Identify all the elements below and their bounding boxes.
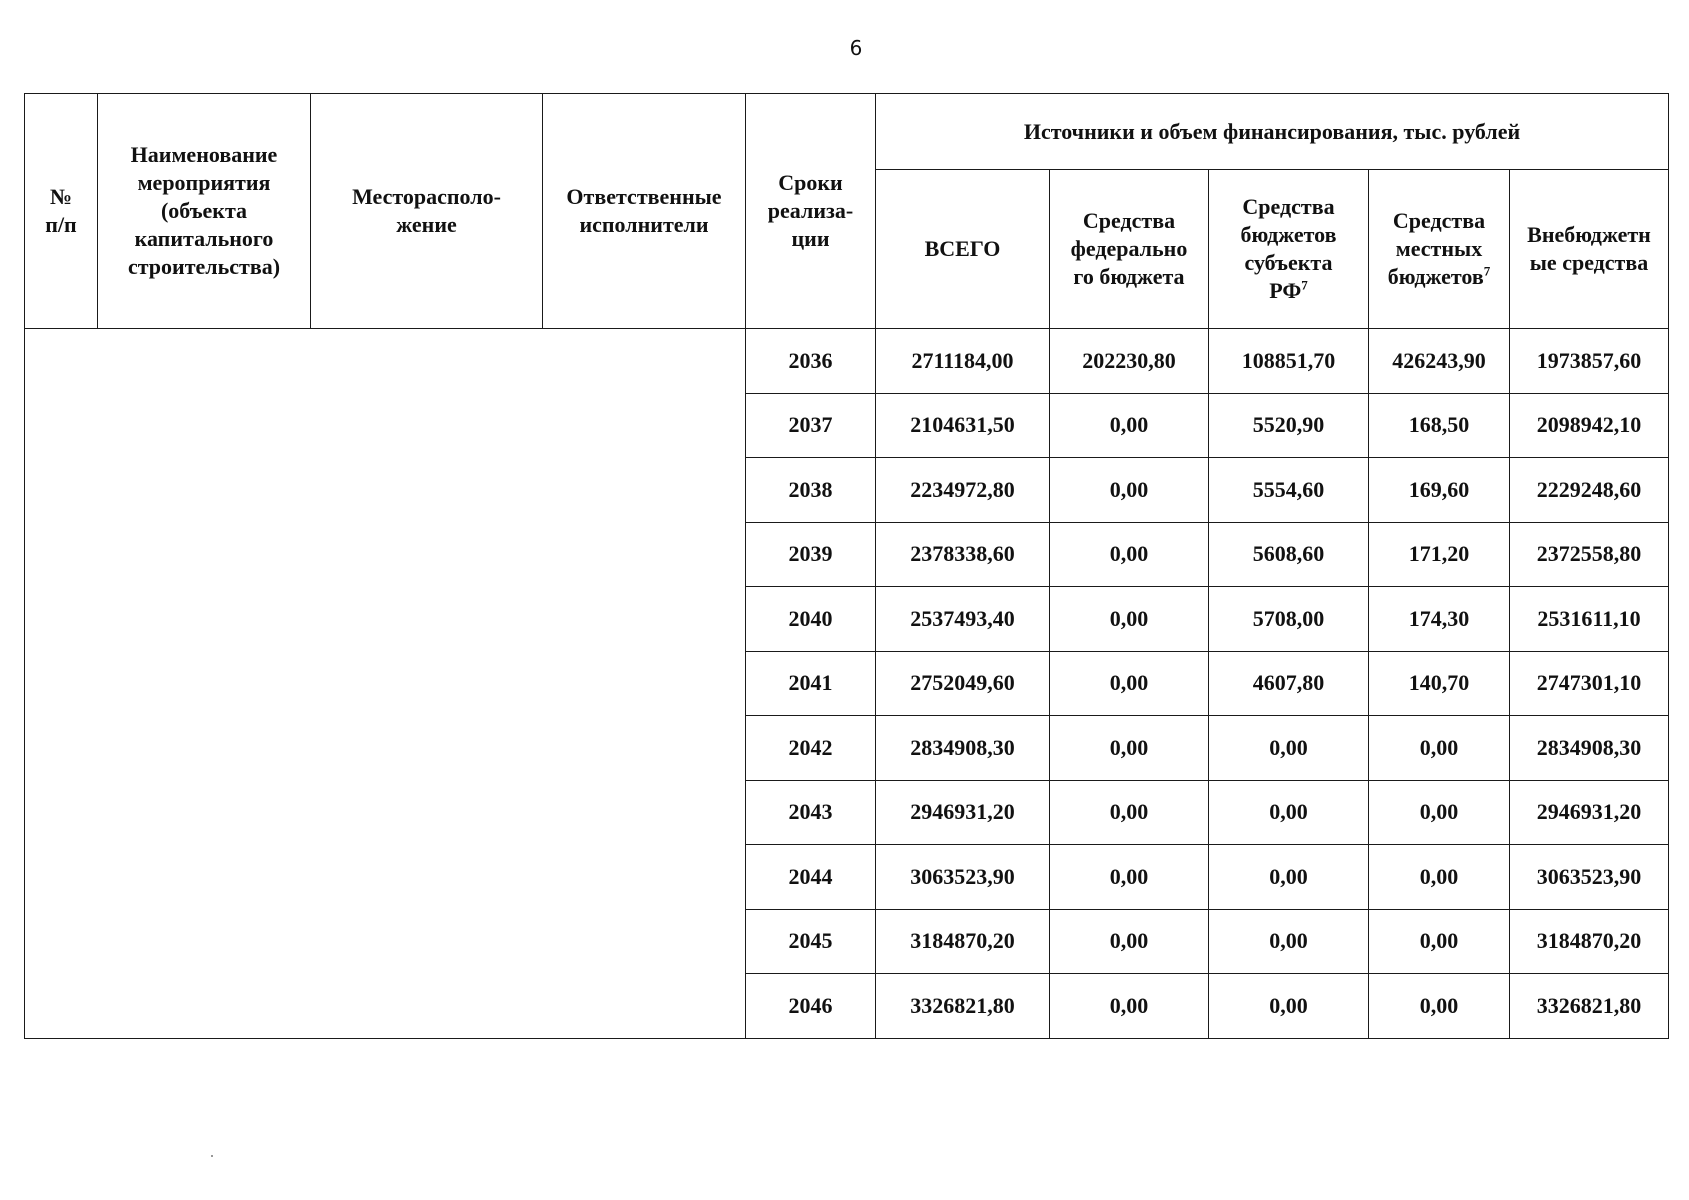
cell-subject: 5554,60 <box>1209 458 1369 523</box>
header-local <box>1369 170 1510 329</box>
cell-year: 2046 <box>746 974 876 1039</box>
cell-federal: 0,00 <box>1050 974 1209 1039</box>
header-extra-line: ые средства <box>1529 250 1649 275</box>
cell-federal: 0,00 <box>1050 522 1209 587</box>
header-subject-line <box>1215 277 1362 305</box>
cell-extra: 2747301,10 <box>1510 651 1669 716</box>
header-subject-line: Средства <box>1242 194 1335 219</box>
cell-year: 2040 <box>746 587 876 652</box>
header-local-budgets: бюджетов <box>1387 264 1484 289</box>
merged-empty-cell <box>25 329 746 1039</box>
footnote-mark: 7 <box>1301 277 1308 293</box>
cell-local: 169,60 <box>1369 458 1510 523</box>
cell-extra: 2229248,60 <box>1510 458 1669 523</box>
cell-total: 2234972,80 <box>876 458 1050 523</box>
cell-federal: 0,00 <box>1050 587 1209 652</box>
cell-year: 2045 <box>746 909 876 974</box>
header-num <box>25 94 98 329</box>
header-terms-line: реализа- <box>767 198 854 223</box>
cell-extra: 2531611,10 <box>1510 587 1669 652</box>
header-total: ВСЕГО <box>876 170 1050 329</box>
cell-year: 2041 <box>746 651 876 716</box>
header-subject-line: субъекта <box>1244 250 1333 275</box>
header-local-line: Средства <box>1392 208 1486 233</box>
header-sources-group: Источники и объем финансирования, тыс. рублей <box>876 94 1669 170</box>
cell-extra: 2372558,80 <box>1510 522 1669 587</box>
cell-total: 2752049,60 <box>876 651 1050 716</box>
cell-federal: 0,00 <box>1050 393 1209 458</box>
cell-subject: 0,00 <box>1209 845 1369 910</box>
cell-year: 2037 <box>746 393 876 458</box>
header-name-line: Наименование <box>130 142 278 167</box>
header-name-line: (объекта <box>160 198 248 223</box>
header-num-line: п/п <box>45 212 77 237</box>
cell-total: 2711184,00 <box>876 329 1050 394</box>
cell-subject: 5520,90 <box>1209 393 1369 458</box>
cell-year: 2038 <box>746 458 876 523</box>
cell-year: 2042 <box>746 716 876 781</box>
cell-year: 2044 <box>746 845 876 910</box>
cell-local: 426243,90 <box>1369 329 1510 394</box>
header-federal-line: федерально <box>1070 236 1188 261</box>
header-federal-line: го бюджета <box>1073 264 1185 289</box>
cell-total: 3326821,80 <box>876 974 1050 1039</box>
cell-federal: 0,00 <box>1050 780 1209 845</box>
header-subject <box>1209 170 1369 329</box>
cell-total: 2378338,60 <box>876 522 1050 587</box>
header-name <box>98 94 311 329</box>
cell-subject: 0,00 <box>1209 716 1369 781</box>
header-name-line: строительства) <box>127 254 281 279</box>
header-num-line: № <box>49 184 73 209</box>
cell-local: 0,00 <box>1369 780 1510 845</box>
cell-extra: 1973857,60 <box>1510 329 1669 394</box>
cell-extra: 2834908,30 <box>1510 716 1669 781</box>
header-subject-rf: РФ <box>1269 278 1302 303</box>
page-number: 6 <box>849 36 863 60</box>
cell-extra: 3326821,80 <box>1510 974 1669 1039</box>
header-row-1 <box>25 94 1669 170</box>
header-local-line <box>1375 263 1503 291</box>
header-federal-line: Средства <box>1082 208 1176 233</box>
cell-local: 168,50 <box>1369 393 1510 458</box>
header-terms <box>746 94 876 329</box>
cell-subject: 5608,60 <box>1209 522 1369 587</box>
cell-local: 0,00 <box>1369 974 1510 1039</box>
header-location <box>311 94 543 329</box>
cell-subject: 0,00 <box>1209 780 1369 845</box>
cell-year: 2043 <box>746 780 876 845</box>
footnote-mark: 7 <box>1483 263 1491 279</box>
cell-local: 171,20 <box>1369 522 1510 587</box>
financing-table <box>24 93 1669 1039</box>
cell-total: 3184870,20 <box>876 909 1050 974</box>
cell-local: 0,00 <box>1369 909 1510 974</box>
scan-speck <box>211 1155 213 1157</box>
cell-federal: 0,00 <box>1050 458 1209 523</box>
cell-total: 2104631,50 <box>876 393 1050 458</box>
cell-total: 2834908,30 <box>876 716 1050 781</box>
cell-subject: 4607,80 <box>1209 651 1369 716</box>
cell-year: 2039 <box>746 522 876 587</box>
header-terms-line: ции <box>791 226 830 251</box>
cell-extra: 3063523,90 <box>1510 845 1669 910</box>
cell-local: 140,70 <box>1369 651 1510 716</box>
header-local-line: местных <box>1395 236 1483 261</box>
cell-federal: 0,00 <box>1050 845 1209 910</box>
header-federal <box>1050 170 1209 329</box>
header-extra <box>1510 170 1669 329</box>
cell-total: 2537493,40 <box>876 587 1050 652</box>
header-location-line: Месторасполо- <box>352 184 501 209</box>
header-location-line: жение <box>396 212 457 237</box>
table-body <box>25 329 1669 1039</box>
cell-subject: 0,00 <box>1209 909 1369 974</box>
header-responsible-line: исполнители <box>579 212 709 237</box>
header-subject-line: бюджетов <box>1240 222 1337 247</box>
header-extra-line: Внебюджетн <box>1527 222 1651 247</box>
cell-year: 2036 <box>746 329 876 394</box>
cell-local: 0,00 <box>1369 716 1510 781</box>
cell-federal: 0,00 <box>1050 716 1209 781</box>
header-responsible-line: Ответственные <box>566 184 722 209</box>
cell-extra: 3184870,20 <box>1510 909 1669 974</box>
cell-subject: 108851,70 <box>1209 329 1369 394</box>
table-row <box>25 329 1669 394</box>
header-terms-line: Сроки <box>778 170 843 195</box>
header-name-line: мероприятия <box>137 170 271 195</box>
cell-subject: 5708,00 <box>1209 587 1369 652</box>
cell-federal: 202230,80 <box>1050 329 1209 394</box>
cell-total: 3063523,90 <box>876 845 1050 910</box>
cell-federal: 0,00 <box>1050 651 1209 716</box>
cell-local: 0,00 <box>1369 845 1510 910</box>
cell-extra: 2946931,20 <box>1510 780 1669 845</box>
cell-federal: 0,00 <box>1050 909 1209 974</box>
cell-extra: 2098942,10 <box>1510 393 1669 458</box>
header-responsible <box>543 94 746 329</box>
header-name-line: капитального <box>134 226 274 251</box>
cell-local: 174,30 <box>1369 587 1510 652</box>
cell-subject: 0,00 <box>1209 974 1369 1039</box>
cell-total: 2946931,20 <box>876 780 1050 845</box>
